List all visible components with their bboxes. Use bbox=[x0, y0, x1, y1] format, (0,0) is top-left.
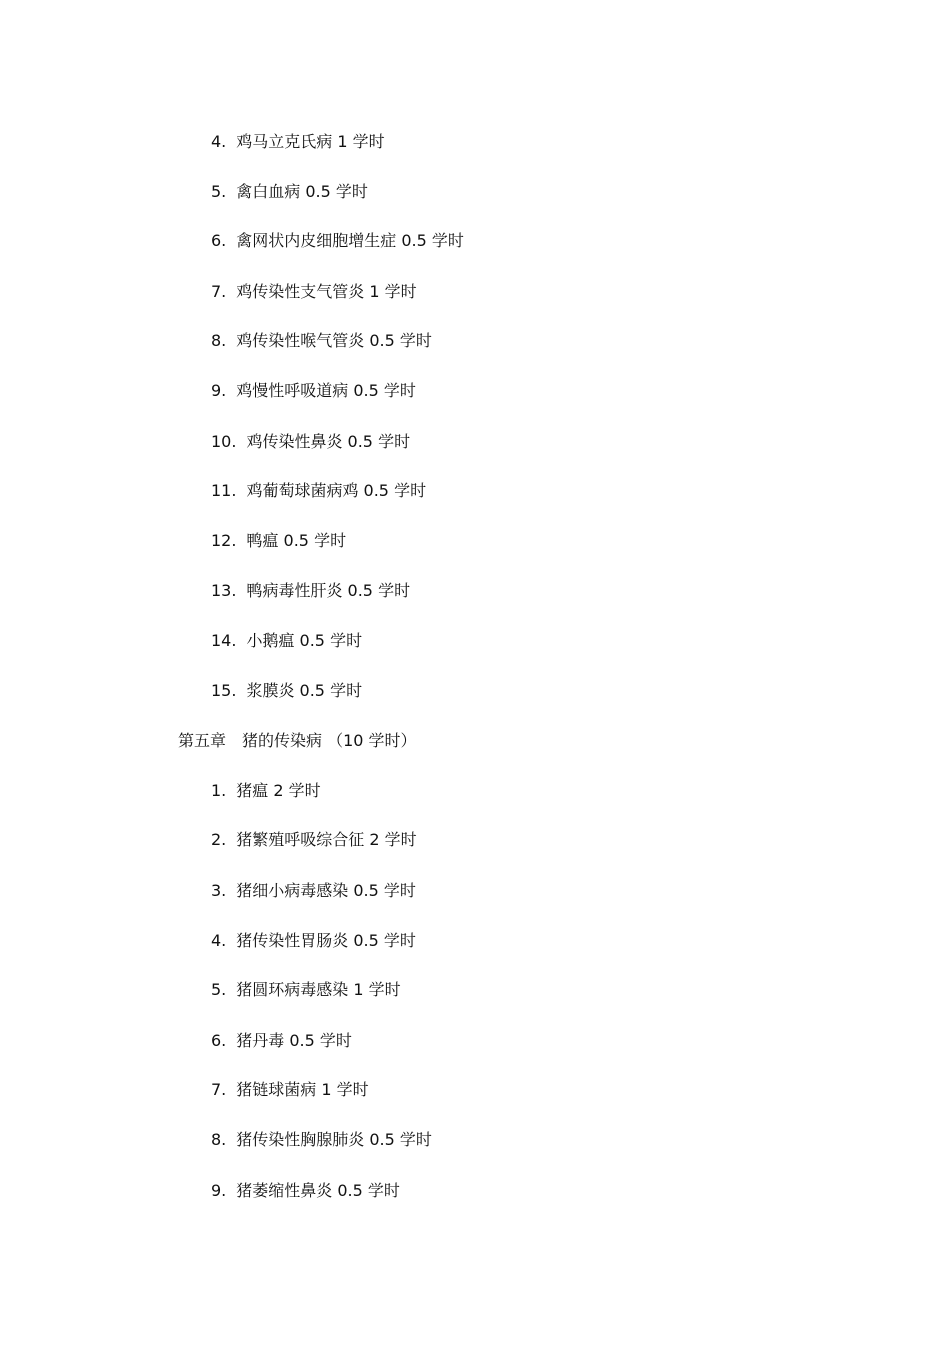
item-text: 鸡传染性鼻炎 0.5 学时 bbox=[246, 432, 411, 451]
item-number: 3. bbox=[211, 881, 227, 900]
item-number: 14. bbox=[211, 631, 237, 650]
list-item bbox=[211, 778, 321, 804]
item-number: 9. bbox=[211, 1181, 227, 1200]
item-text: 禽网状内皮细胞增生症 0.5 学时 bbox=[236, 231, 464, 250]
item-text: 猪萎缩性鼻炎 0.5 学时 bbox=[236, 1181, 400, 1200]
item-number: 8. bbox=[211, 331, 227, 350]
list-item bbox=[211, 1077, 369, 1103]
list-item bbox=[211, 1028, 352, 1054]
item-text: 鸡慢性呼吸道病 0.5 学时 bbox=[236, 381, 416, 400]
list-item bbox=[211, 328, 432, 354]
item-text: 猪圆环病毒感染 1 学时 bbox=[236, 980, 401, 999]
list-item bbox=[211, 827, 417, 853]
item-number: 10. bbox=[211, 432, 237, 451]
chapter-title: 猪的传染病 （10 学时） bbox=[242, 731, 417, 750]
list-item bbox=[211, 628, 362, 654]
list-item bbox=[211, 678, 362, 704]
item-number: 1. bbox=[211, 781, 227, 800]
item-number: 2. bbox=[211, 830, 227, 849]
item-text: 鸡传染性支气管炎 1 学时 bbox=[236, 282, 417, 301]
list-item bbox=[211, 1127, 432, 1153]
item-number: 7. bbox=[211, 282, 227, 301]
item-number: 5. bbox=[211, 182, 227, 201]
item-number: 12. bbox=[211, 531, 237, 550]
item-number: 9. bbox=[211, 381, 227, 400]
item-number: 6. bbox=[211, 1031, 227, 1050]
chapter-label: 第五章 bbox=[178, 731, 227, 750]
list-item bbox=[211, 478, 426, 504]
item-number: 4. bbox=[211, 132, 227, 151]
list-item bbox=[211, 528, 346, 554]
item-number: 7. bbox=[211, 1080, 227, 1099]
item-text: 猪传染性胃肠炎 0.5 学时 bbox=[236, 931, 416, 950]
item-text: 猪丹毒 0.5 学时 bbox=[236, 1031, 352, 1050]
item-text: 鸭瘟 0.5 学时 bbox=[246, 531, 347, 550]
item-number: 6. bbox=[211, 231, 227, 250]
item-text: 鸭病毒性肝炎 0.5 学时 bbox=[246, 581, 411, 600]
item-text: 鸡马立克氏病 1 学时 bbox=[236, 132, 385, 151]
item-number: 8. bbox=[211, 1130, 227, 1149]
list-item bbox=[211, 228, 464, 254]
item-text: 鸡葡萄球菌病鸡 0.5 学时 bbox=[246, 481, 427, 500]
list-item bbox=[211, 179, 368, 205]
list-item bbox=[211, 378, 416, 404]
item-text: 猪细小病毒感染 0.5 学时 bbox=[236, 881, 416, 900]
list-item bbox=[211, 977, 401, 1003]
item-number: 13. bbox=[211, 581, 237, 600]
item-number: 4. bbox=[211, 931, 227, 950]
item-number: 11. bbox=[211, 481, 237, 500]
item-text: 浆膜炎 0.5 学时 bbox=[246, 681, 363, 700]
item-text: 猪链球菌病 1 学时 bbox=[236, 1080, 369, 1099]
item-text: 小鹅瘟 0.5 学时 bbox=[246, 631, 363, 650]
list-item bbox=[211, 279, 417, 305]
item-text: 禽白血病 0.5 学时 bbox=[236, 182, 368, 201]
item-number: 5. bbox=[211, 980, 227, 999]
list-item bbox=[211, 928, 416, 954]
list-item bbox=[211, 578, 410, 604]
item-text: 猪瘟 2 学时 bbox=[236, 781, 321, 800]
list-item bbox=[211, 878, 416, 904]
chapter-heading bbox=[178, 728, 417, 754]
item-text: 猪繁殖呼吸综合征 2 学时 bbox=[236, 830, 417, 849]
item-number: 15. bbox=[211, 681, 237, 700]
item-text: 猪传染性胸腺肺炎 0.5 学时 bbox=[236, 1130, 432, 1149]
list-item bbox=[211, 129, 385, 155]
list-item bbox=[211, 429, 410, 455]
item-text: 鸡传染性喉气管炎 0.5 学时 bbox=[236, 331, 432, 350]
list-item bbox=[211, 1178, 400, 1204]
